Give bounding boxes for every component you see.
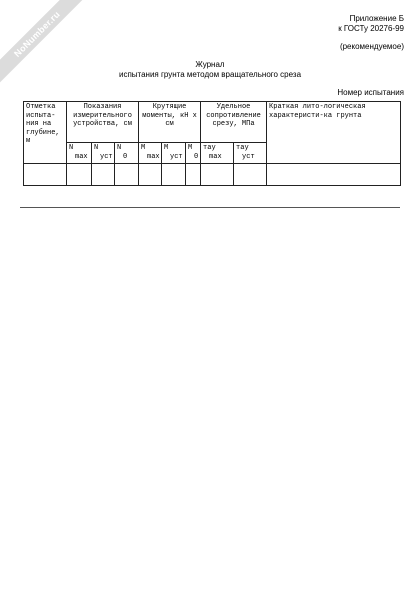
header-description: Краткая лито-логическая характеристи-ка грунта	[267, 102, 401, 164]
appendix-label	[338, 14, 404, 34]
table-cell	[139, 164, 162, 186]
table-cell	[234, 164, 267, 186]
divider	[20, 207, 400, 208]
recommended-note: (рекомендуемое)	[339, 42, 404, 51]
test-number-label: Номер испытания	[337, 88, 404, 97]
title-line-1: Журнал	[195, 60, 225, 69]
subheader-tau-max: тау max	[201, 143, 234, 164]
subheader-m-max: M max	[139, 143, 162, 164]
subheader-n-0: N 0	[115, 143, 139, 164]
table-cell	[24, 164, 67, 186]
table-cell	[162, 164, 186, 186]
watermark-ribbon: NoNumber.ru	[0, 0, 96, 93]
header-torque: Крутящие моменты, кН х см	[139, 102, 201, 143]
title-line-2: испытания грунта методом вращательного среза	[118, 70, 302, 79]
header-depth: Отметка испыта-ния на глубине, м	[24, 102, 67, 164]
table-cell	[186, 164, 201, 186]
subheader-n-ust: N уст	[92, 143, 115, 164]
subheader-m-0: M 0	[186, 143, 201, 164]
subheader-n-max: N max	[67, 143, 92, 164]
table-cell	[201, 164, 234, 186]
appendix-line-1: Приложение Б	[349, 14, 404, 23]
subheader-m-ust: M уст	[162, 143, 186, 164]
table-cell	[115, 164, 139, 186]
subheader-tau-ust: тау уст	[234, 143, 267, 164]
document-title	[0, 60, 420, 80]
table-cell	[267, 164, 401, 186]
table-row	[24, 164, 401, 186]
table-cell	[92, 164, 115, 186]
header-readings: Показания измерительного устройства, см	[67, 102, 139, 143]
appendix-line-2: к ГОСТу 20276-99	[338, 24, 404, 33]
header-resistance: Удельное сопротивление срезу, МПа	[201, 102, 267, 143]
test-journal-table	[23, 101, 401, 186]
table-cell	[67, 164, 92, 186]
